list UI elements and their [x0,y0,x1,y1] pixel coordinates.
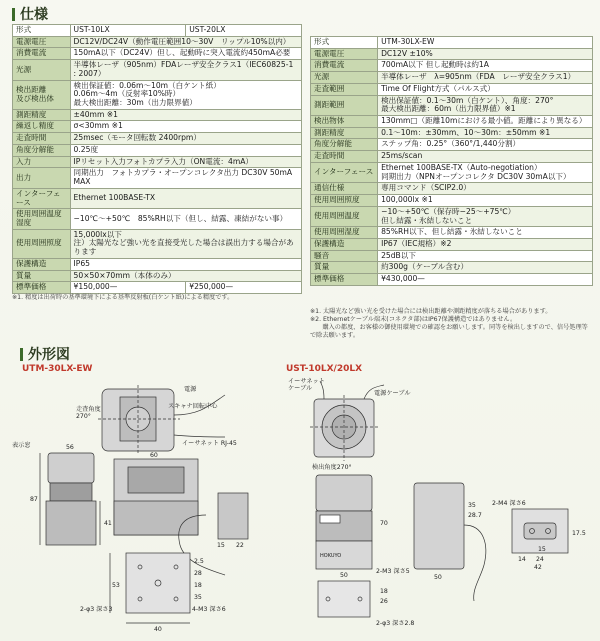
left-spec-table [12,24,302,294]
row-label: 標準価格 [13,282,71,294]
row-value: ±40mm ※1 [70,109,301,121]
row-label: 使用周囲湿度 [311,227,378,239]
utm-m3-label: 4-M3 深さ6 [192,606,226,613]
table-row [13,168,302,188]
table-row [311,83,593,95]
table-header-row [13,25,302,37]
utm-dim-35: 35 [194,594,202,601]
ust-dim-24: 24 [536,556,544,563]
utm-dim-40: 40 [154,626,162,633]
table-row [311,95,593,115]
row-value: 50×50×70mm（本体のみ） [70,270,301,282]
utm-model-label: UTM-30LX-EW [22,364,93,374]
utm-indicator-label: 表示窓 [12,442,31,449]
row-value: 700mA以下 但し起動時は約1A [378,60,593,72]
row-label: 消費電流 [13,48,71,60]
ust-model-label: UST-10LX/20LX [286,364,363,374]
row-value: 半導体レーザ（905nm）FDAレーザ安全クラス1（IEC60825-1 : 2007） [70,60,301,80]
row-label: 繰返し精度 [13,121,71,133]
utm-side-head [48,453,94,483]
row-value: σ<30mm ※1 [70,121,301,133]
row-label: 光源 [311,72,378,84]
table-row [311,227,593,239]
row-value: Ethernet 100BASE-TX（Auto-negotiation） 同期出力（NPNオープンコレクタ DC30V 30mA以下） [378,162,593,182]
table-row [13,109,302,121]
table-row [311,274,593,286]
utm-ethernet-label: イーサネット RJ-45 [182,440,237,447]
table-row [311,127,593,139]
row-label: 電源電圧 [13,36,71,48]
dimension-section-title: 外形図 [20,344,70,364]
table-row [311,139,593,151]
ust-power-label: 電源ケーブル [374,390,411,397]
row-label: 騒音 [311,250,378,262]
table-row [311,183,593,195]
ethernet-cable [174,435,225,437]
row-label: 電源電圧 [311,48,378,60]
utm-side-window [50,483,92,501]
row-value: Time Of Flight方式（パルス式） [378,83,593,95]
table-row [311,262,593,274]
table-row [13,156,302,168]
ust-dim-42: 42 [534,564,542,571]
ust-dimension-drawing [284,375,596,637]
right-notes [310,308,593,340]
spec-section-title: 仕様 [12,4,48,24]
row-label: 光源 [13,60,71,80]
table-row [311,206,593,226]
utm-dim-60: 60 [150,452,158,459]
right-spec-table [310,36,593,286]
row-value: 約300g（ケーブル含む） [378,262,593,274]
header-model-2: UST-20LX [186,25,302,37]
row-value: 25dB以下 [378,250,593,262]
right-note-1: ※1. 太陽光など強い光を受けた場合には検出距離や測距精度が落ちる場合があります。 [310,308,552,315]
utm-dim-2-5: 2.5 [194,558,204,565]
utm-dim-53: 53 [112,582,120,589]
table-row [311,195,593,207]
ust-brand-label: HOKUYO [320,553,342,559]
row-label: 保護構造 [311,238,378,250]
table-row [311,162,593,182]
table-row [311,116,593,128]
row-value: DC12V ±10% [378,48,593,60]
row-label: 使用周囲温度 湿度 [13,209,71,229]
ust-front-head [316,475,372,511]
price-ust-20lx: ¥250,000— [186,282,302,294]
row-label: 走査範囲 [311,83,378,95]
ust-dim-35: 35 [468,502,476,509]
table-row [13,144,302,156]
header-label: 形式 [13,25,71,37]
ust-dim-28: 28.7 [468,512,482,519]
utm-dim-28: 28 [194,570,202,577]
utm-scanner-label: スキャナ回転中心 [168,403,218,410]
row-value: Ethernet 100BASE-TX [70,188,301,208]
header-model-1: UST-10LX [70,25,186,37]
ust-phi3-label: 2-φ3 深さ2.8 [376,620,415,627]
row-label: 測距精度 [13,109,71,121]
row-value: 130mm□（距離10mにおける最小値。距離により異なる） [378,116,593,128]
row-value: ステップ角：0.25°（360°/1,440分割） [378,139,593,151]
row-label: 使用周囲照度 [311,195,378,207]
ust-side-body [414,483,464,569]
row-value: −10℃〜+50℃ 85%RH以下（但し、結露、凍結がない事） [70,209,301,229]
row-label: 入力 [13,156,71,168]
row-label: 標準価格 [311,274,378,286]
table-row [13,258,302,270]
row-value: 100,000lx ※1 [378,195,593,207]
title-bar-icon [12,8,15,21]
row-label: 角度分解能 [13,144,71,156]
row-value: 25ms/scan [378,151,593,163]
title-bar-icon [20,348,23,361]
row-label: 使用周囲温度 [311,206,378,226]
row-label: インターフェース [13,188,71,208]
row-value: 85%RH以下、但し結露・氷結しないこと [378,227,593,239]
row-label: 角度分解能 [311,139,378,151]
ust-dim-50b: 50 [434,574,442,581]
utm-front-head [128,467,184,493]
utm-dimension-drawing [10,375,280,637]
table-row [311,238,593,250]
utm-side-body [46,501,96,545]
ust-ethernet-label: イーサネットケーブル [288,378,325,392]
table-row [13,133,302,145]
utm-front-base [114,501,198,535]
table-row [13,188,302,208]
header-label: 形式 [311,37,378,49]
row-label: 測距精度 [311,127,378,139]
price-row [13,282,302,294]
table-row [13,121,302,133]
row-label: 走査時間 [13,133,71,145]
row-label: 検出物体 [311,116,378,128]
row-label: インターフェース [311,162,378,182]
row-label: 通信仕様 [311,183,378,195]
utm-dim-18: 18 [194,582,202,589]
row-label: 出力 [13,168,71,188]
table-row [13,48,302,60]
row-label: 走査時間 [311,151,378,163]
row-value: −10〜+50℃（保存時−25〜+75℃） 但し結露・氷結しないこと [378,206,593,226]
row-value: DC12V/DC24V（動作電圧範囲10〜30V リップル10%以内） [70,36,301,48]
ust-dim-18: 18 [380,588,388,595]
row-label: 質量 [311,262,378,274]
utm-scan-angle-label: 走査角度 270° [76,406,101,420]
ust-dim-17: 17.5 [572,530,586,537]
row-value: 150mA以下（DC24V）但し、起動時に突入電流約450mA必要 [70,48,301,60]
utm-phi3-label: 2-φ3 深さ3 [80,606,113,613]
utm-power-label: 電源 [184,386,197,393]
row-value: 0.1〜10m：±30mm、10〜30m：±50mm ※1 [378,127,593,139]
header-model: UTM-30LX-EW [378,37,593,49]
utm-bottom-view [126,553,190,613]
utm-dim-15: 15 [217,542,225,549]
price-ust-10lx: ¥150,000— [70,282,186,294]
row-label: 使用周囲照度 [13,229,71,258]
row-value: 0.25度 [70,144,301,156]
row-value: 15,000lx以下 注）太陽光など強い光を直接受光した場合は誤出力する場合があります [70,229,301,258]
row-value: 半導体レーザ λ=905nm（FDA レーザ安全クラス1） [378,72,593,84]
table-row [311,151,593,163]
row-label: 保護構造 [13,258,71,270]
row-value: 検出保証値：0.06m〜10m（白ケント紙） 0.06m〜4m（反射率10%時） 最大検出距離：30m（出力限界値） [70,80,301,109]
table-row [311,250,593,262]
table-header-row [311,37,593,49]
ust-m4-label: 2-M4 深さ6 [492,500,526,507]
row-value: IP67（IEC規格）※2 [378,238,593,250]
table-row [13,270,302,282]
ust-side-cable [464,525,486,601]
row-value: IP65 [70,258,301,270]
row-value: ¥430,000— [378,274,593,286]
row-value: 専用コマンド（SCIP2.0） [378,183,593,195]
table-row [13,36,302,48]
table-row [311,72,593,84]
row-value: 25msec（モータ回転数 2400rpm） [70,133,301,145]
row-value: 検出保証値：0.1〜30m（白ケント）、角度：270° 最大検出距離：60m（出力限界値）※1 [378,95,593,115]
row-label: 消費電流 [311,60,378,72]
row-value: 同期出力 フォトカプラ・オープンコレクタ出力 DC30V 50mA MAX [70,168,301,188]
row-label: 検出距離 及び検出体 [13,80,71,109]
table-row [13,80,302,109]
utm-dim-41: 41 [104,520,112,527]
utm-connector-view [218,493,248,539]
table-row [13,209,302,229]
table-row [311,48,593,60]
row-label: 測距範囲 [311,95,378,115]
ust-dim-70: 70 [380,520,388,527]
ust-m3-label: 2-M3 深さ5 [376,568,410,575]
utm-dim-56: 56 [66,444,74,451]
ust-dim-50: 50 [340,572,348,579]
ust-dim-14: 14 [518,556,526,563]
row-label: 質量 [13,270,71,282]
table-row [311,60,593,72]
row-value: IPリセット入力フォトカプラ入力（ON電流：4mA） [70,156,301,168]
table-row [13,60,302,80]
ust-dim-15: 15 [538,546,546,553]
utm-dim-87: 87 [30,496,38,503]
ust-dim-26: 26 [380,598,388,605]
left-note: ※1. 精度は出荷時の基準環境下による基準反射板(白ケント紙)による精度です。 [12,294,234,301]
ust-scan-angle-label: 検出角度270° [312,464,352,471]
table-row [13,229,302,258]
utm-dim-22: 22 [236,542,244,549]
right-note-2: ※2. Ethernetケーブル端末(コネクタ部)はIP67保護構造ではありません。 購入の都度、お客様の御使用環境での確認をお願いします。同等を検出しますので、信号処理等で除去願います。 [310,316,588,340]
